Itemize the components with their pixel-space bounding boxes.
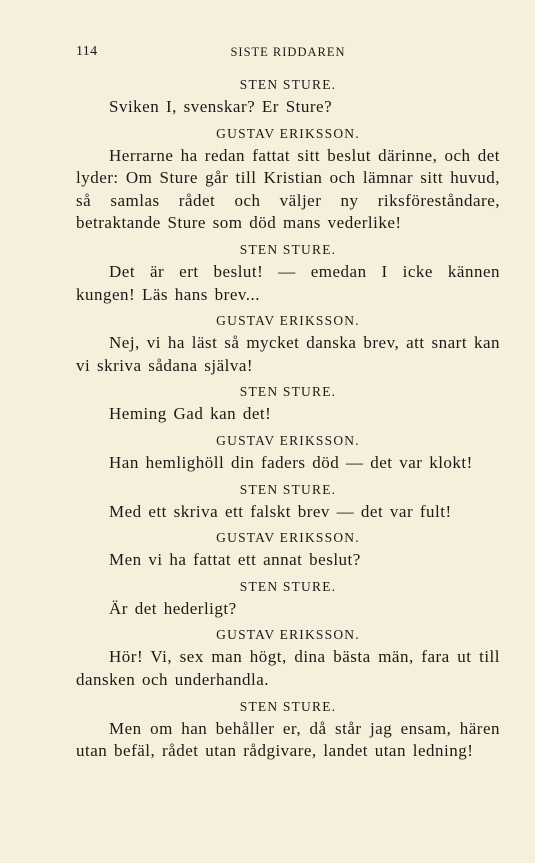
speech-text: Heming Gad kan det! (109, 404, 272, 424)
page-header (76, 44, 500, 62)
dialogue-block (76, 578, 500, 621)
dialogue-block (76, 529, 500, 572)
dialogue-block (76, 125, 500, 235)
speaker-name: STEN STURE. (239, 384, 337, 400)
dialogue-block (76, 698, 500, 763)
dialogue-block (76, 241, 500, 306)
speech-text: Men vi ha fattat ett annat beslut? (109, 550, 361, 570)
speaker-name: STEN STURE. (239, 578, 337, 594)
speech-text: Är det hederligt? (109, 598, 237, 618)
speaker-name: STEN STURE. (239, 77, 337, 92)
speaker-name: STEN STURE. (239, 481, 337, 497)
speaker-name: GUSTAV ERIKSSON. (216, 313, 360, 329)
dialogue-block (76, 432, 500, 475)
speech-text: Men om han behåller er, då står jag ensam, hären utan befäl, rådet utan rådgivare, landet utan ledning! (76, 718, 500, 761)
dialogue-block (76, 312, 500, 377)
speech-text: Sviken I, svenskar? Er Sture? (109, 97, 333, 116)
speaker-name: STEN STURE. (239, 241, 337, 257)
speaker-name: GUSTAV ERIKSSON. (216, 530, 360, 546)
speaker-name: STEN STURE. (239, 698, 337, 714)
dialogue-block (76, 481, 500, 524)
speaker-name: GUSTAV ERIKSSON. (216, 125, 360, 141)
dialogue-block (76, 76, 500, 119)
speaker-name: GUSTAV ERIKSSON. (216, 432, 360, 448)
speech-text: Nej, vi ha läst så mycket danska brev, att snart kan vi skriva sådana själva! (76, 333, 500, 375)
speaker-name: GUSTAV ERIKSSON. (216, 627, 360, 643)
dialogue-block (76, 626, 500, 691)
speech-text: Det är ert beslut! — emedan I icke kännen kungen! Läs hans brev... (76, 261, 500, 304)
dialogue-block (76, 383, 500, 426)
running-title: SISTE RIDDAREN (230, 45, 346, 59)
dialogue-body (76, 76, 500, 763)
speech-text: Han hemlighöll din faders död — det var klokt! (109, 452, 473, 472)
speech-text: Med ett skriva ett falskt brev — det var fult! (109, 501, 452, 521)
speech-text: Hör! Vi, sex man högt, dina bästa män, fara ut till dansken och underhandla. (76, 647, 500, 689)
page-number: 114 (76, 44, 98, 59)
speech-text: Herrarne ha redan fattat sitt beslut därinne, och det lyder: Om Sture går till Kristian och lämnar sitt huvud, så samlas rådet och väljer ny riksföreståndare, betraktande Sture som död mans vederlike! (76, 145, 500, 233)
